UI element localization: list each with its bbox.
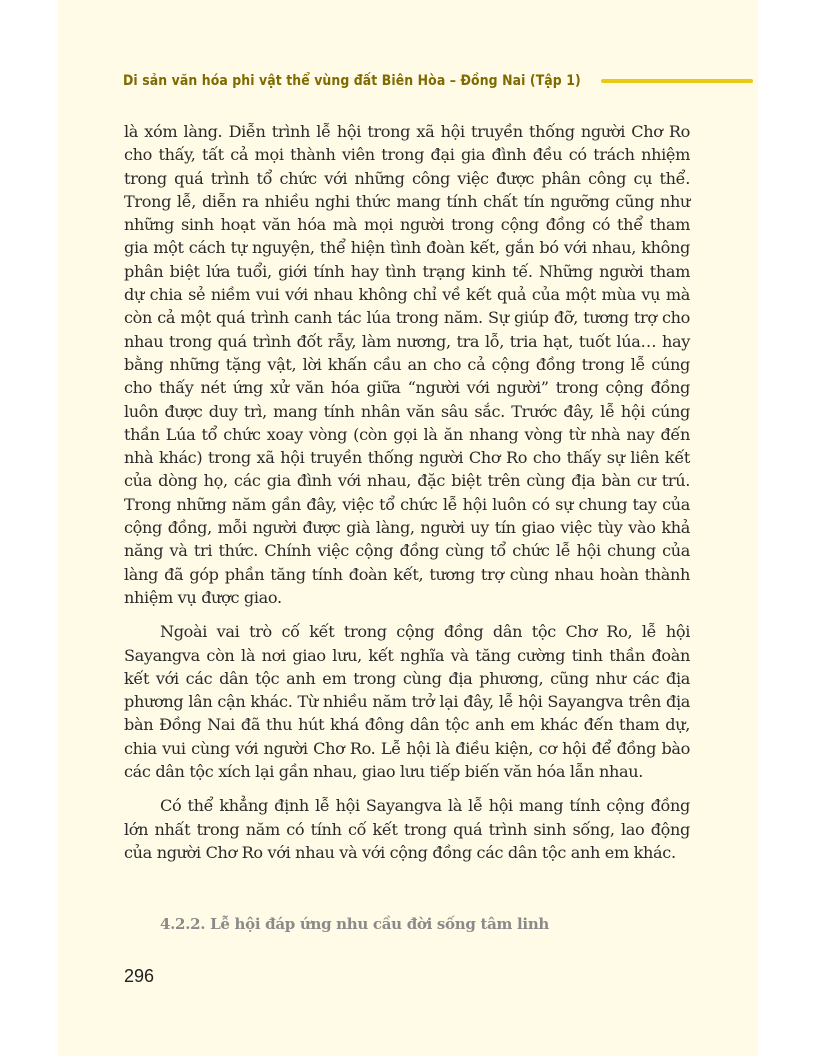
- body-text: [124, 120, 690, 864]
- section-heading: 4.2.2. Lễ hội đáp ứng nhu cầu đời sống tâm linh: [160, 915, 550, 933]
- running-header: [123, 66, 758, 96]
- paragraph: Ngoài vai trò cố kết trong cộng đồng dân tộc Chơ Ro, lễ hội Sayangva còn là nơi giao lưu, kết nghĩa và tăng cường tinh thần đoàn kết với các dân tộc anh em trong cùng địa phương, cũng như các địa phương lân cận khác. Từ nhiều năm trở lại đây, lễ hội Sayangva trên địa bàn Đồng Nai đã thu hút khá đông dân tộc anh em khác đến tham dự, chia vui cùng với người Chơ Ro. Lễ hội là điều kiện, cơ hội để đồng bào các dân tộc xích lại gần nhau, giao lưu tiếp biến văn hóa lẫn nhau.: [124, 622, 690, 782]
- paragraph-continued: là xóm làng. Diễn trình lễ hội trong xã hội truyền thống người Chơ Ro cho thấy, tất cả mọi thành viên trong đại gia đình đều có trách nhiệm trong quá trình tổ chức với những công việc được phân công cụ thể. Trong lễ, diễn ra nhiều nghi thức mang tính chất tín ngưỡng cũng như những sinh hoạt văn hóa mà mọi người trong cộng đồng có thể tham gia một cách tự nguyện, thể hiện tình đoàn kết, gắn bó với nhau, không phân biệt lứa tuổi, giới tính hay tình trạng kinh tế. Những người tham dự chia sẻ niềm vui với nhau không chỉ về kết quả của một mùa vụ mà còn cả một quá trình canh tác lúa trong năm. Sự giúp đỡ, tương trợ cho nhau trong quá trình đốt rẫy, làm nương, tra lỗ, tria hạt, tuốt lúa… hay bằng những tặng vật, lời khấn cầu an cho cả cộng đồng trong lễ cúng cho thấy nét ứng xử văn hóa giữa “người với người” trong cộng đồng luôn được duy trì, mang tính nhân văn sâu sắc. Trước đây, lễ hội cúng thần Lúa tổ chức xoay vòng (còn gọi là ăn nhang vòng từ nhà nay đến nhà khác) trong xã hội truyền thống người Chơ Ro cho thấy sự liên kết của dòng họ, các gia đình với nhau, đặc biệt trên cùng địa bàn cư trú. Trong những năm gần đây, việc tổ chức lễ hội luôn có sự chung tay của cộng đồng, mỗi người được già làng, người uy tín giao việc tùy vào khả năng và tri thức. Chính việc cộng đồng cùng tổ chức lễ hội chung của làng đã góp phần tăng tính đoàn kết, tương trợ cùng nhau hoàn thành nhiệm vụ được giao.: [124, 122, 690, 607]
- running-header-title: Di sản văn hóa phi vật thể vùng đất Biên Hòa – Đồng Nai (Tập 1): [123, 73, 581, 89]
- header-rule: [601, 79, 753, 83]
- paragraph: Có thể khẳng định lễ hội Sayangva là lễ hội mang tính cộng đồng lớn nhất trong năm có tính cố kết trong quá trình sinh sống, lao động của người Chơ Ro với nhau và với cộng đồng các dân tộc anh em khác.: [124, 796, 690, 862]
- page-number: 296: [124, 966, 155, 986]
